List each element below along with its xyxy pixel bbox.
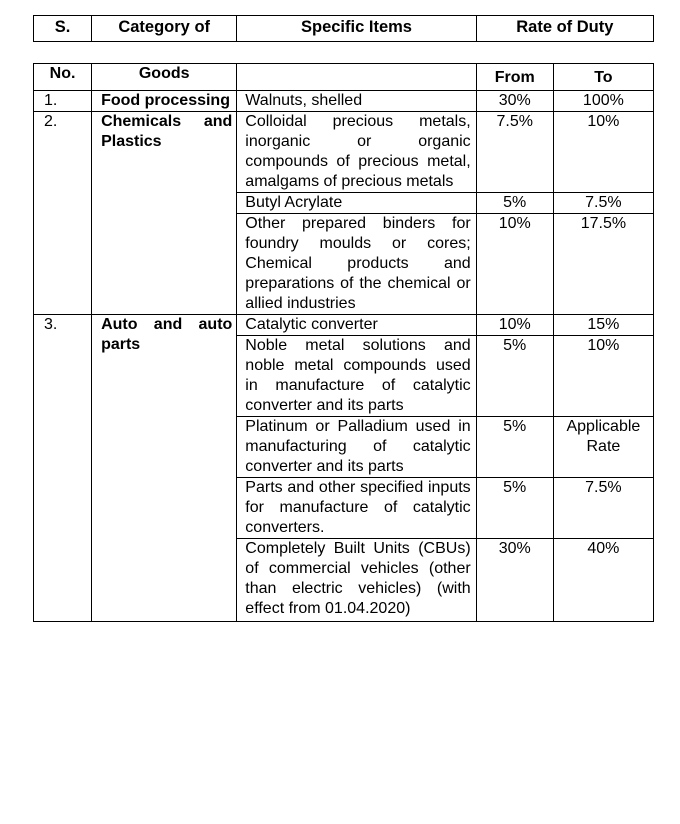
row-sno: 1.: [34, 91, 92, 112]
header-category: Category of: [92, 16, 237, 42]
row-from: 30%: [476, 91, 553, 112]
row-item: Butyl Acrylate: [237, 193, 476, 214]
row-sno: 3.: [34, 315, 92, 622]
row-category: Chemicals and Plastics: [92, 112, 237, 315]
row-from: 10%: [476, 315, 553, 336]
row-to: 7.5%: [553, 193, 653, 214]
row-to: 40%: [553, 539, 653, 622]
row-item: Parts and other specified inputs for manufacture of catalytic converters.: [237, 478, 476, 539]
table-row: [34, 91, 654, 112]
sub-header-to: To: [553, 64, 653, 91]
row-category: Food processing: [92, 91, 237, 112]
header-table: [33, 15, 654, 42]
header-sno: S.: [34, 16, 92, 42]
sub-header-empty: [237, 64, 476, 91]
row-to: 100%: [553, 91, 653, 112]
row-from: 10%: [476, 214, 553, 315]
row-to: 10%: [553, 336, 653, 417]
row-item: Catalytic converter: [237, 315, 476, 336]
row-item: Completely Built Units (CBUs) of commercial vehicles (other than electric vehicles) (with effect from 01.04.2020): [237, 539, 476, 622]
row-sno: 2.: [34, 112, 92, 315]
duty-table: [33, 63, 654, 622]
row-from: 5%: [476, 336, 553, 417]
row-item: Colloidal precious metals, inorganic or organic compounds of precious metal, amalgams of precious metals: [237, 112, 476, 193]
header-rate: Rate of Duty: [476, 16, 653, 42]
row-from: 5%: [476, 478, 553, 539]
sub-header-no: No.: [34, 64, 92, 91]
row-item: Noble metal solutions and noble metal compounds used in manufacture of catalytic converter and its parts: [237, 336, 476, 417]
row-to: 10%: [553, 112, 653, 193]
row-item: Platinum or Palladium used in manufacturing of catalytic converter and its parts: [237, 417, 476, 478]
table-row: [34, 315, 654, 336]
header-items: Specific Items: [237, 16, 476, 42]
sub-header-goods: Goods: [92, 64, 237, 91]
table-row: [34, 112, 654, 193]
row-item: Walnuts, shelled: [237, 91, 476, 112]
row-from: 5%: [476, 193, 553, 214]
row-to: 17.5%: [553, 214, 653, 315]
row-to: 15%: [553, 315, 653, 336]
header-row: [34, 16, 654, 42]
sub-header-row: [34, 64, 654, 91]
row-item: Other prepared binders for foundry moulds or cores; Chemical products and preparations of the chemical or allied industries: [237, 214, 476, 315]
row-to: 7.5%: [553, 478, 653, 539]
row-to: Applicable Rate: [553, 417, 653, 478]
row-from: 30%: [476, 539, 553, 622]
row-category: Auto and auto parts: [92, 315, 237, 622]
row-from: 5%: [476, 417, 553, 478]
row-from: 7.5%: [476, 112, 553, 193]
sub-header-from: From: [476, 64, 553, 91]
